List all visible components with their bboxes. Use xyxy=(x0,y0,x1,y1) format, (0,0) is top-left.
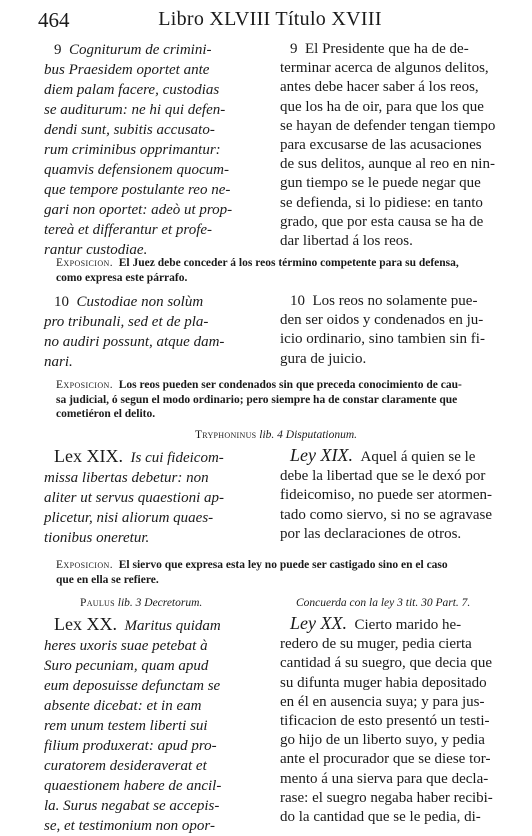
exposicion-10 xyxy=(56,378,496,422)
source-work: lib. 3 Decretorum. xyxy=(117,597,203,609)
text-line: tificacion de esto presentó un testi- xyxy=(280,713,490,730)
text-line: cometiéron el delito. xyxy=(56,408,156,420)
text-line: que los ha de oir, para que los que xyxy=(280,98,484,115)
text-line: El Presidente que ha de de- xyxy=(305,41,469,57)
lex-number: Lex XIX. xyxy=(54,446,123,466)
text-line: El siervo que expresa esta ley no puede ser castigado sino en el caso xyxy=(118,559,448,571)
source-author: Paulus xyxy=(80,597,115,609)
text-line: tionibus oneretur. xyxy=(44,530,150,546)
spanish-ley-20 xyxy=(280,614,496,827)
text-line: para excusarse de las acusaciones xyxy=(280,137,482,154)
lex-number: Ley XIX. xyxy=(290,445,353,465)
text-line: Aquel á quien se le xyxy=(360,449,476,465)
text-line: El Juez debe conceder á los reos término competente para su defensa, xyxy=(118,257,459,269)
text-line: rem unum testem liberti sui xyxy=(44,718,208,734)
spanish-paragraph-9 xyxy=(280,40,496,251)
running-title: Libro XLVIII Título XVIII xyxy=(158,8,382,30)
spanish-paragraph-10 xyxy=(280,292,496,369)
text-line: eum deposuisse defunctam se xyxy=(44,678,221,694)
text-line: dar libertad á los reos. xyxy=(280,233,413,250)
text-line: aliter ut servus quaestioni ap- xyxy=(44,490,224,506)
paragraph-number: 10 xyxy=(290,293,305,309)
exposicion-label: Exposicion. xyxy=(56,559,113,571)
source-work: lib. 4 Disputationum. xyxy=(259,429,358,441)
source-heading-paulus xyxy=(80,596,302,610)
text-line: su difunta muger habia depositado xyxy=(280,674,487,691)
text-line: cantidad á su suegro, que decia que xyxy=(280,655,492,672)
page-header xyxy=(38,8,502,32)
text-line: fideicomiso, no puede ser atormen- xyxy=(280,487,493,504)
text-line: se defienda, si lo pidiese: en tanto xyxy=(280,194,483,211)
text-line: gura de juicio. xyxy=(280,350,367,367)
paragraph-number: 10 xyxy=(54,294,69,310)
text-line: curatorem desideraverat et xyxy=(44,758,207,774)
text-line: missa libertas debetur: non xyxy=(44,470,209,486)
text-line: pro tribunali, sed et de pla- xyxy=(44,314,209,330)
text-line: quamvis defensionem quocum- xyxy=(44,162,229,178)
source-heading-tryphoninus xyxy=(56,428,496,442)
lex-number: Lex XX. xyxy=(54,614,117,634)
latin-paragraph-9 xyxy=(44,40,266,260)
text-line: nari. xyxy=(44,354,73,370)
text-line: plicetur, nisi aliorum quaes- xyxy=(44,510,214,526)
text-line: antes debe hacer saber á los reos, xyxy=(280,79,479,96)
exposicion-label: Exposicion. xyxy=(56,257,113,269)
text-line: tado como siervo, si no se agravase xyxy=(280,506,493,523)
text-line: gun tiempo se le puede negar que xyxy=(280,175,481,192)
spanish-ley-19 xyxy=(280,446,496,544)
text-line: en él en ausencia suya; y para jus- xyxy=(280,693,485,710)
page-number: 464 xyxy=(38,8,70,32)
text-line: Custodiae non solùm xyxy=(76,294,204,310)
source-author: Tryphoninus xyxy=(194,429,257,441)
text-line: no audiri possunt, atque dam- xyxy=(44,334,225,350)
latin-paragraph-10 xyxy=(44,292,266,372)
text-line: go hijo de un liberto suyo, y pedia xyxy=(280,732,485,749)
text-line: Los reos pueden ser condenados sin que preceda conocimiento de cau- xyxy=(118,379,462,391)
text-line: bus Praesidem oportet ante xyxy=(44,62,210,78)
lex-number: Ley XX. xyxy=(290,613,347,633)
text-line: grado, que por esta causa se ha de xyxy=(280,213,484,230)
text-line: Suro pecuniam, quam apud xyxy=(44,658,209,674)
paragraph-number: 9 xyxy=(290,41,298,57)
latin-lex-19 xyxy=(44,446,266,548)
text-line: filium produxerat: apud pro- xyxy=(44,738,217,754)
text-line: Cierto marido he- xyxy=(354,617,462,633)
text-line: heres uxoris suae petebat à xyxy=(44,638,208,654)
text-line: mento á una sierva para que decla- xyxy=(280,770,489,787)
text-line: dendi sunt, subitis accusato- xyxy=(44,122,215,138)
text-line: Cogniturum de crimini- xyxy=(69,42,212,58)
text-line: tereà et differantur et profe- xyxy=(44,222,213,238)
text-line: de sus delitos, aunque al reo en nin- xyxy=(280,156,495,173)
exposicion-label: Exposicion. xyxy=(56,379,113,391)
text-line: Is cui fideicom- xyxy=(130,450,224,466)
text-line: icio ordinario, sino tambien sin fi- xyxy=(280,331,485,348)
text-line: Maritus quidam xyxy=(124,618,221,634)
exposicion-9 xyxy=(56,256,496,285)
text-line: diem palam facere, custodias xyxy=(44,82,220,98)
text-line: se, et testimonium non opor- xyxy=(44,818,215,834)
text-line: se hayan de defender tengan tiempo xyxy=(280,117,496,134)
text-line: por las declaraciones de otros. xyxy=(280,525,462,542)
text-line: como expresa este párrafo. xyxy=(56,271,188,284)
text-line: se auditurum: ne hi qui defen- xyxy=(44,102,226,118)
text-line: terminar acerca de algunos delitos, xyxy=(280,60,489,77)
text-line: rum criminibus opprimantur: xyxy=(44,142,221,158)
text-line: que en ella se refiere. xyxy=(56,573,159,586)
text-line: ante el procurador que se diese tor- xyxy=(280,751,491,768)
text-line: debe la libertad que se le dexó por xyxy=(280,468,486,485)
text-line: absente dicebat: et in eam xyxy=(44,698,202,714)
text-line: do la cantidad que se le pedia, di- xyxy=(280,809,481,826)
exposicion-19 xyxy=(56,558,496,587)
text-line: sa judicial, ó segun el modo ordinario; pero siempre ha de constar claramente que xyxy=(56,393,458,406)
paragraph-number: 9 xyxy=(54,42,62,58)
text-line: rase: el suegro negaba haber recibi- xyxy=(280,789,493,806)
text-line: den ser oidos y condenados en ju- xyxy=(280,312,484,329)
text-line: redero de su muger, pedia cierta xyxy=(280,636,472,653)
text-line: quaestionem habere de ancil- xyxy=(44,778,222,794)
concordance-note: Concuerda con la ley 3 tit. 30 Part. 7. xyxy=(296,597,471,609)
text-line: la. Surus negabat se accepis- xyxy=(44,798,220,814)
text-line: gari non oportet: adeò ut prop- xyxy=(44,202,233,218)
text-line: rantur custodiae. xyxy=(44,242,148,258)
text-line: Los reos no solamente pue- xyxy=(312,293,478,309)
latin-lex-20 xyxy=(44,614,266,836)
text-line: que tempore postulante reo ne- xyxy=(44,182,231,198)
